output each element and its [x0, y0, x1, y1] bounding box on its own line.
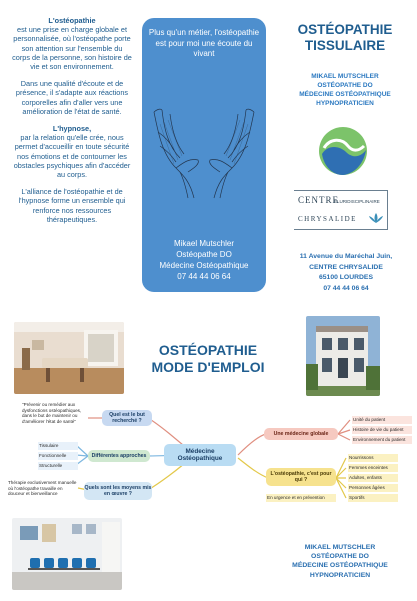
- footer-title: OSTÉOPATHE DO: [311, 553, 369, 561]
- card-role-do: Ostéopathe DO: [176, 250, 232, 259]
- footer-practitioner: [272, 543, 408, 580]
- leaf-sportifs: Sportifs: [348, 494, 398, 502]
- centre-chrysalide-logo: [294, 190, 388, 232]
- main-title-line2: TISSULAIRE: [304, 38, 386, 53]
- open-hands-illustration: [150, 102, 258, 202]
- mode-emploi-line1: OSTÉOPATHIE: [158, 342, 258, 358]
- node-pour-qui: L'ostéopathie, c'est pour qui ?: [266, 468, 336, 486]
- card-name: Mikael Mutschler: [173, 239, 234, 248]
- ecoute-paragraph: Dans une qualité d'écoute et de présence, il s'adapte aux réactions corporelles afin d'aller vers une amélioration de l'état de santé.: [15, 79, 129, 116]
- leaf-femmes-enceintes: Femmes enceintes: [348, 464, 398, 472]
- practitioner-specialty: MÉDECINE OSTÉOPATHIQUE: [299, 91, 391, 98]
- mindmap: [8, 400, 410, 510]
- centre-logo-chrysalide: CHRYSALIDE: [298, 215, 357, 223]
- centre-logo-word: CENTRE: [298, 195, 339, 205]
- leaf-environnement: Environnement du patient: [352, 436, 412, 444]
- footer-name: MIKAEL MUTSCHLER: [304, 544, 376, 551]
- card-contact: [148, 238, 260, 282]
- address-city: 65100 LOURDES: [318, 274, 374, 281]
- mode-emploi-line2: MODE D'EMPLOI: [151, 359, 265, 375]
- card-role-medecine: Médecine Ostéopathique: [159, 261, 249, 270]
- leaf-adultes-enfants: Adultes, enfants: [348, 474, 398, 482]
- leaf-but-definition: "Prévenir ou remédier aux dysfonctions ostéopathiques, dans le but de maintenir ou d'améliorer l'état de santé": [22, 402, 82, 424]
- leaf-fonctionnelle: Fonctionnelle: [38, 452, 78, 460]
- quote-text: Plus qu'un métier, l'ostéopathie est pour moi une écoute du vivant: [148, 28, 260, 58]
- lotus-icon: [368, 212, 384, 224]
- address-block: [286, 252, 406, 294]
- practitioner-block: [282, 72, 408, 108]
- address-phone: 07 44 44 06 64: [323, 284, 369, 292]
- treatment-room-photo: [14, 322, 124, 394]
- address-street: 11 Avenue du Maréchal Juin,: [299, 253, 393, 260]
- main-title-line1: OSTÉOPATHIE: [297, 22, 393, 37]
- building-photo: [306, 316, 380, 396]
- mindmap-center-node: Médecine Ostéopathique: [164, 444, 236, 466]
- practitioner-name: MIKAEL MUTSCHLER: [311, 73, 379, 80]
- node-moyens: Quels sont les moyens mis en œuvre ?: [84, 482, 152, 500]
- node-globale: Une médecine globale: [264, 428, 338, 440]
- leaf-tissulaire: Tissulaire: [38, 442, 78, 450]
- main-title: [286, 22, 404, 54]
- hypnose-paragraph: par la relation qu'elle crée, nous permet d'accueillir en toute sécurité nos émotions et de contourner les obstacles psychiques afin d'accéder au corps.: [13, 133, 131, 180]
- leaf-histoire: Histoire de vie du patient: [352, 426, 412, 434]
- leaf-unite: Unité du patient: [352, 416, 412, 424]
- osteopathie-paragraph: est une prise en charge globale et personnalisée, où l'ostéopathe porte son attention sur l'ensemble du corps de la personne, son histoire de vie et son environnement.: [12, 25, 132, 72]
- leaf-nourrissons: Nourrissons: [348, 454, 398, 462]
- intro-text-column: [12, 16, 132, 232]
- mode-emploi-title: [140, 342, 276, 376]
- osteopathie-heading: L'ostéopathie: [48, 16, 96, 25]
- practitioner-hypno: HYPNOPRATICIEN: [316, 100, 374, 107]
- leaf-structurelle: Structurelle: [38, 462, 78, 470]
- practitioner-title: OSTÉOPATHE DO: [317, 82, 373, 89]
- node-but: Quel est le but recherché ?: [102, 410, 152, 426]
- card-phone: 07 44 44 06 64: [177, 272, 231, 281]
- node-approches: Différentes approches: [88, 450, 150, 462]
- quote-card: [142, 18, 266, 292]
- leaf-moyens-therapie: Thérapie exclusivement manuelle où l'ostéopathe travaille en douceur et bienveillance: [8, 480, 77, 497]
- leaf-personnes-agees: Personnes âgées: [348, 484, 398, 492]
- address-centre: CENTRE CHRYSALIDE: [309, 263, 383, 271]
- hypnose-heading: L'hypnose,: [52, 124, 92, 134]
- footer-specialty: MÉDECINE OSTÉOPATHIQUE: [292, 562, 388, 570]
- centre-logo-pluri: PLURIDISCIPLINAIRE: [334, 199, 380, 204]
- alliance-paragraph: L'alliance de l'ostéopathie et de l'hypnose forme un ensemble qui renforce nos ressources thérapeutiques.: [18, 187, 126, 224]
- leaf-urgence-prevention: En urgence et en prévention: [266, 494, 336, 502]
- osteopathy-logo-icon: [316, 124, 370, 178]
- waiting-room-photo: [12, 518, 122, 590]
- footer-hypno: HYPNOPRATICIEN: [309, 571, 371, 579]
